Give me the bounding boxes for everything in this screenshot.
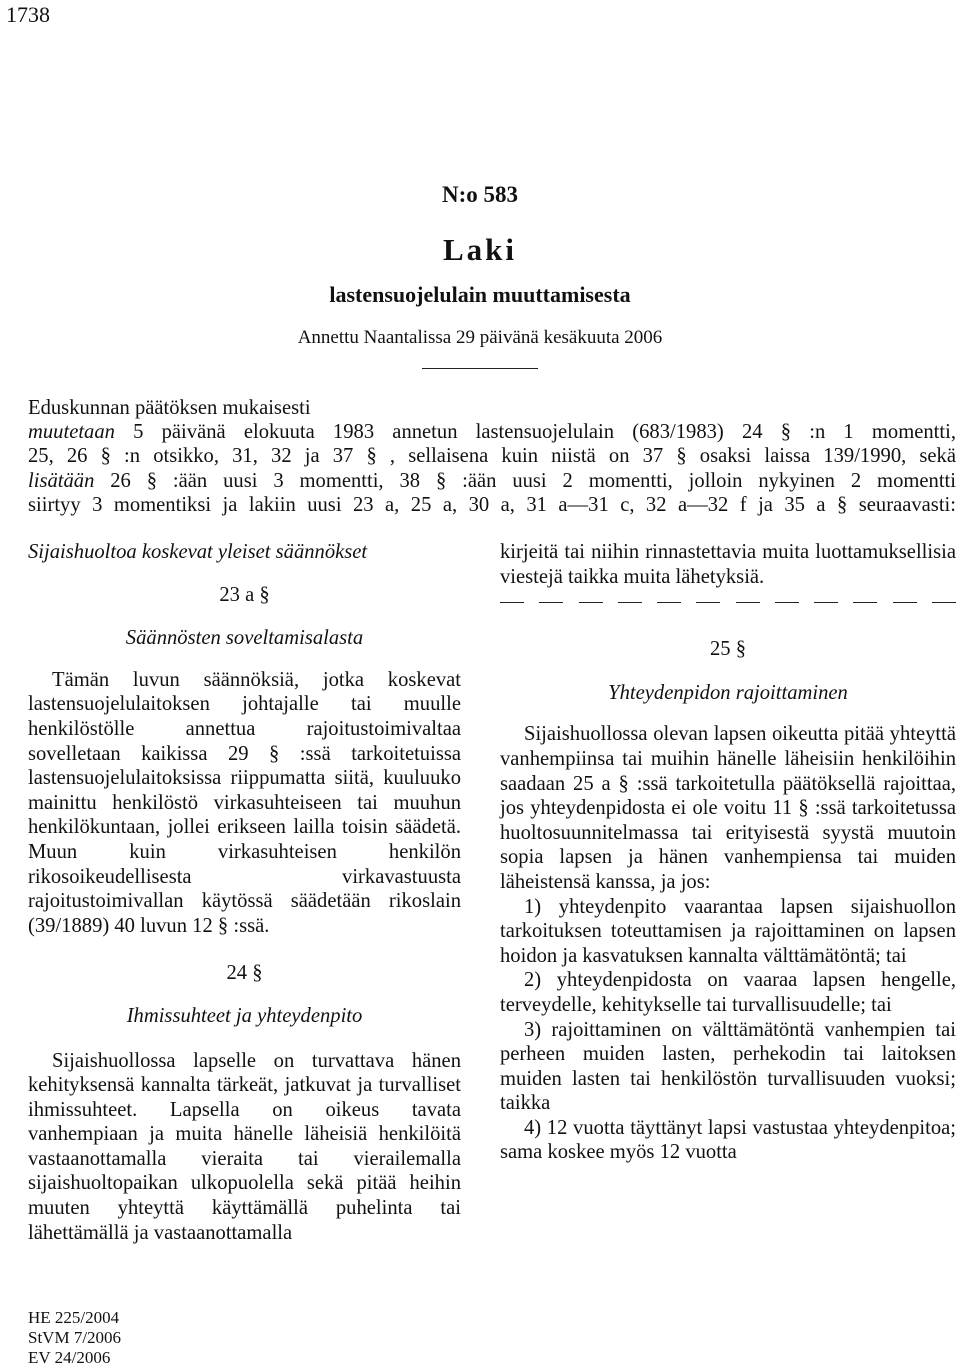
dash <box>814 602 838 603</box>
section-24-number: 24 § <box>226 962 263 985</box>
title-divider <box>422 368 538 369</box>
list-item: 2) yhteydenpidosta on vaaraa lapsen hengelle, terveydelle, kehitykselle tai turvallisuudelle; tai <box>500 969 956 1016</box>
list-item: 1) yhteydenpito vaarantaa lapsen sijaishuollon tarkoituksen toteuttamisen ja rajoittaminen on lapsen hoidon ja kasvatuksen kannalta välttämätöntä; tai <box>500 895 956 967</box>
preamble-line-3 <box>28 469 956 493</box>
section-24-text: Sijaishuollossa lapselle on turvattava hänen kehityksensä kannalta tärkeät, jatkuvat ja turvalliset ihmissuhteet. Lapsella on oikeus tavata vanhempiaan ja muita hänelle läheisiä henkilöitä vastaanottamalla vieraita tai vierailemalla sijaishuoltopaikan ulkopuolella sekä pitää heihin muuten yhteyttä käyttämällä puhelinta tai lähettämällä ja vastaanottamalla <box>28 1049 461 1244</box>
section-23a-title: Säännösten soveltamisalasta <box>125 627 364 650</box>
section-23a-number: 23 a § <box>219 583 270 606</box>
preamble-line-1-text: 5 päivänä elokuuta 1983 annetun lastensuojelulain (683/1983) 24 § :n 1 momentti, <box>114 421 956 444</box>
dash <box>932 602 956 603</box>
reference-stvm: StVM 7/2006 <box>28 1328 122 1347</box>
preamble-line-3-text: 26 § :ään uusi 3 momentti, 38 § :ään uusi 2 momentti, jolloin nykyinen 2 momentti <box>94 469 956 492</box>
preamble-intro: Eduskunnan päätöksen mukaisesti <box>28 397 311 419</box>
dash <box>736 602 760 603</box>
dash <box>696 602 720 603</box>
section-25-text: Sijaishuollossa olevan lapsen oikeutta pitää yhteyttä vanhempiinsa tai muihin hänelle läheisiin henkilöihin saadaan 25 a § :ssä tarkoitetulla päätöksellä rajoittaa, jos yhteydenpidosta ei ole voitu 11 § :ssä tarkoitetussa huoltosuunnitelmassa tai erityisestä syystä muutoin sopia lapsen ja hänen vanhempiensa tai muiden läheistensä kanssa, ja jos: <box>500 723 956 893</box>
act-subtitle: lastensuojelulain muuttamisesta <box>329 282 631 307</box>
dash <box>539 602 563 603</box>
page-number: 1738 <box>6 2 50 27</box>
list-item: 3) rajoittaminen on välttämätöntä vanhempien tai perheen muiden lasten, perhekodin tai laitoksen muiden lasten tai henkilöstön turvallisuuden vuoksi; taikka <box>500 1018 956 1115</box>
section-23a-text: Tämän luvun säännöksiä, jotka koskevat lastensuojelulaitoksen johtajalle tai muulle henkilöstölle annettua rajoitustoimivaltaa sovelletaan kaikissa 29 § :ssä tarkoitetuissa lastensuojelulaitoksissa riippumatta siitä, kuuluuko mainittu henkilöstö virkasuhteiseen tai muuhun henkilökuntaan, jollei erikseen lailla toisin säädetä. Muun kuin virkasuhteisen henkilön rikosoikeudellisesta virkavastuusta rajoitustoimivallan käytössä säädetään rikoslain (39/1889) 40 luvun 12 § :ssä. <box>28 668 461 937</box>
reference-ev: EV 24/2006 <box>28 1348 111 1367</box>
dash <box>500 602 524 603</box>
omission-dashes <box>500 590 956 603</box>
left-column <box>28 540 461 1245</box>
dash <box>853 602 877 603</box>
act-title: Laki <box>442 232 518 267</box>
preamble-line-2: 25, 26 § :n otsikko, 31, 32 ja 37 § , sellaisena kuin niistä on 37 § osaksi laissa 139/1990, sekä <box>28 445 956 468</box>
dash <box>775 602 799 603</box>
section-25-title: Yhteydenpidon rajoittaminen <box>608 681 848 704</box>
preamble-verb-add: lisätään <box>28 469 95 492</box>
dash <box>579 602 603 603</box>
preamble <box>28 396 956 517</box>
statute-number: N:o 583 <box>441 182 519 207</box>
references-footer <box>28 1308 121 1368</box>
dash <box>657 602 681 603</box>
preamble-line-1 <box>28 420 956 444</box>
dash <box>618 602 642 603</box>
given-date: Annettu Naantalissa 29 päivänä kesäkuuta 2006 <box>297 327 663 348</box>
section-24-title: Ihmissuhteet ja yhteydenpito <box>126 1004 363 1027</box>
chapter-heading: Sijaishuoltoa koskevat yleiset säännökset <box>28 541 368 563</box>
preamble-verb-amend: muutetaan <box>28 421 115 444</box>
dash <box>893 602 917 603</box>
preamble-line-4: siirtyy 3 momentiksi ja lakiin uusi 23 a, 25 a, 30 a, 31 a—31 c, 32 a—32 f ja 35 a § seuraavasti: <box>28 493 956 516</box>
section-24-continuation: kirjeitä tai niihin rinnastettavia muita luottamuksellisia viestejä taikka muita lähetyksiä. <box>500 541 956 588</box>
list-item: 4) 12 vuotta täyttänyt lapsi vastustaa yhteydenpitoa; sama koskee myös 12 vuotta <box>500 1116 956 1164</box>
section-25-number: 25 § <box>709 638 747 661</box>
right-column <box>500 540 956 1165</box>
reference-he: HE 225/2004 <box>28 1308 120 1327</box>
